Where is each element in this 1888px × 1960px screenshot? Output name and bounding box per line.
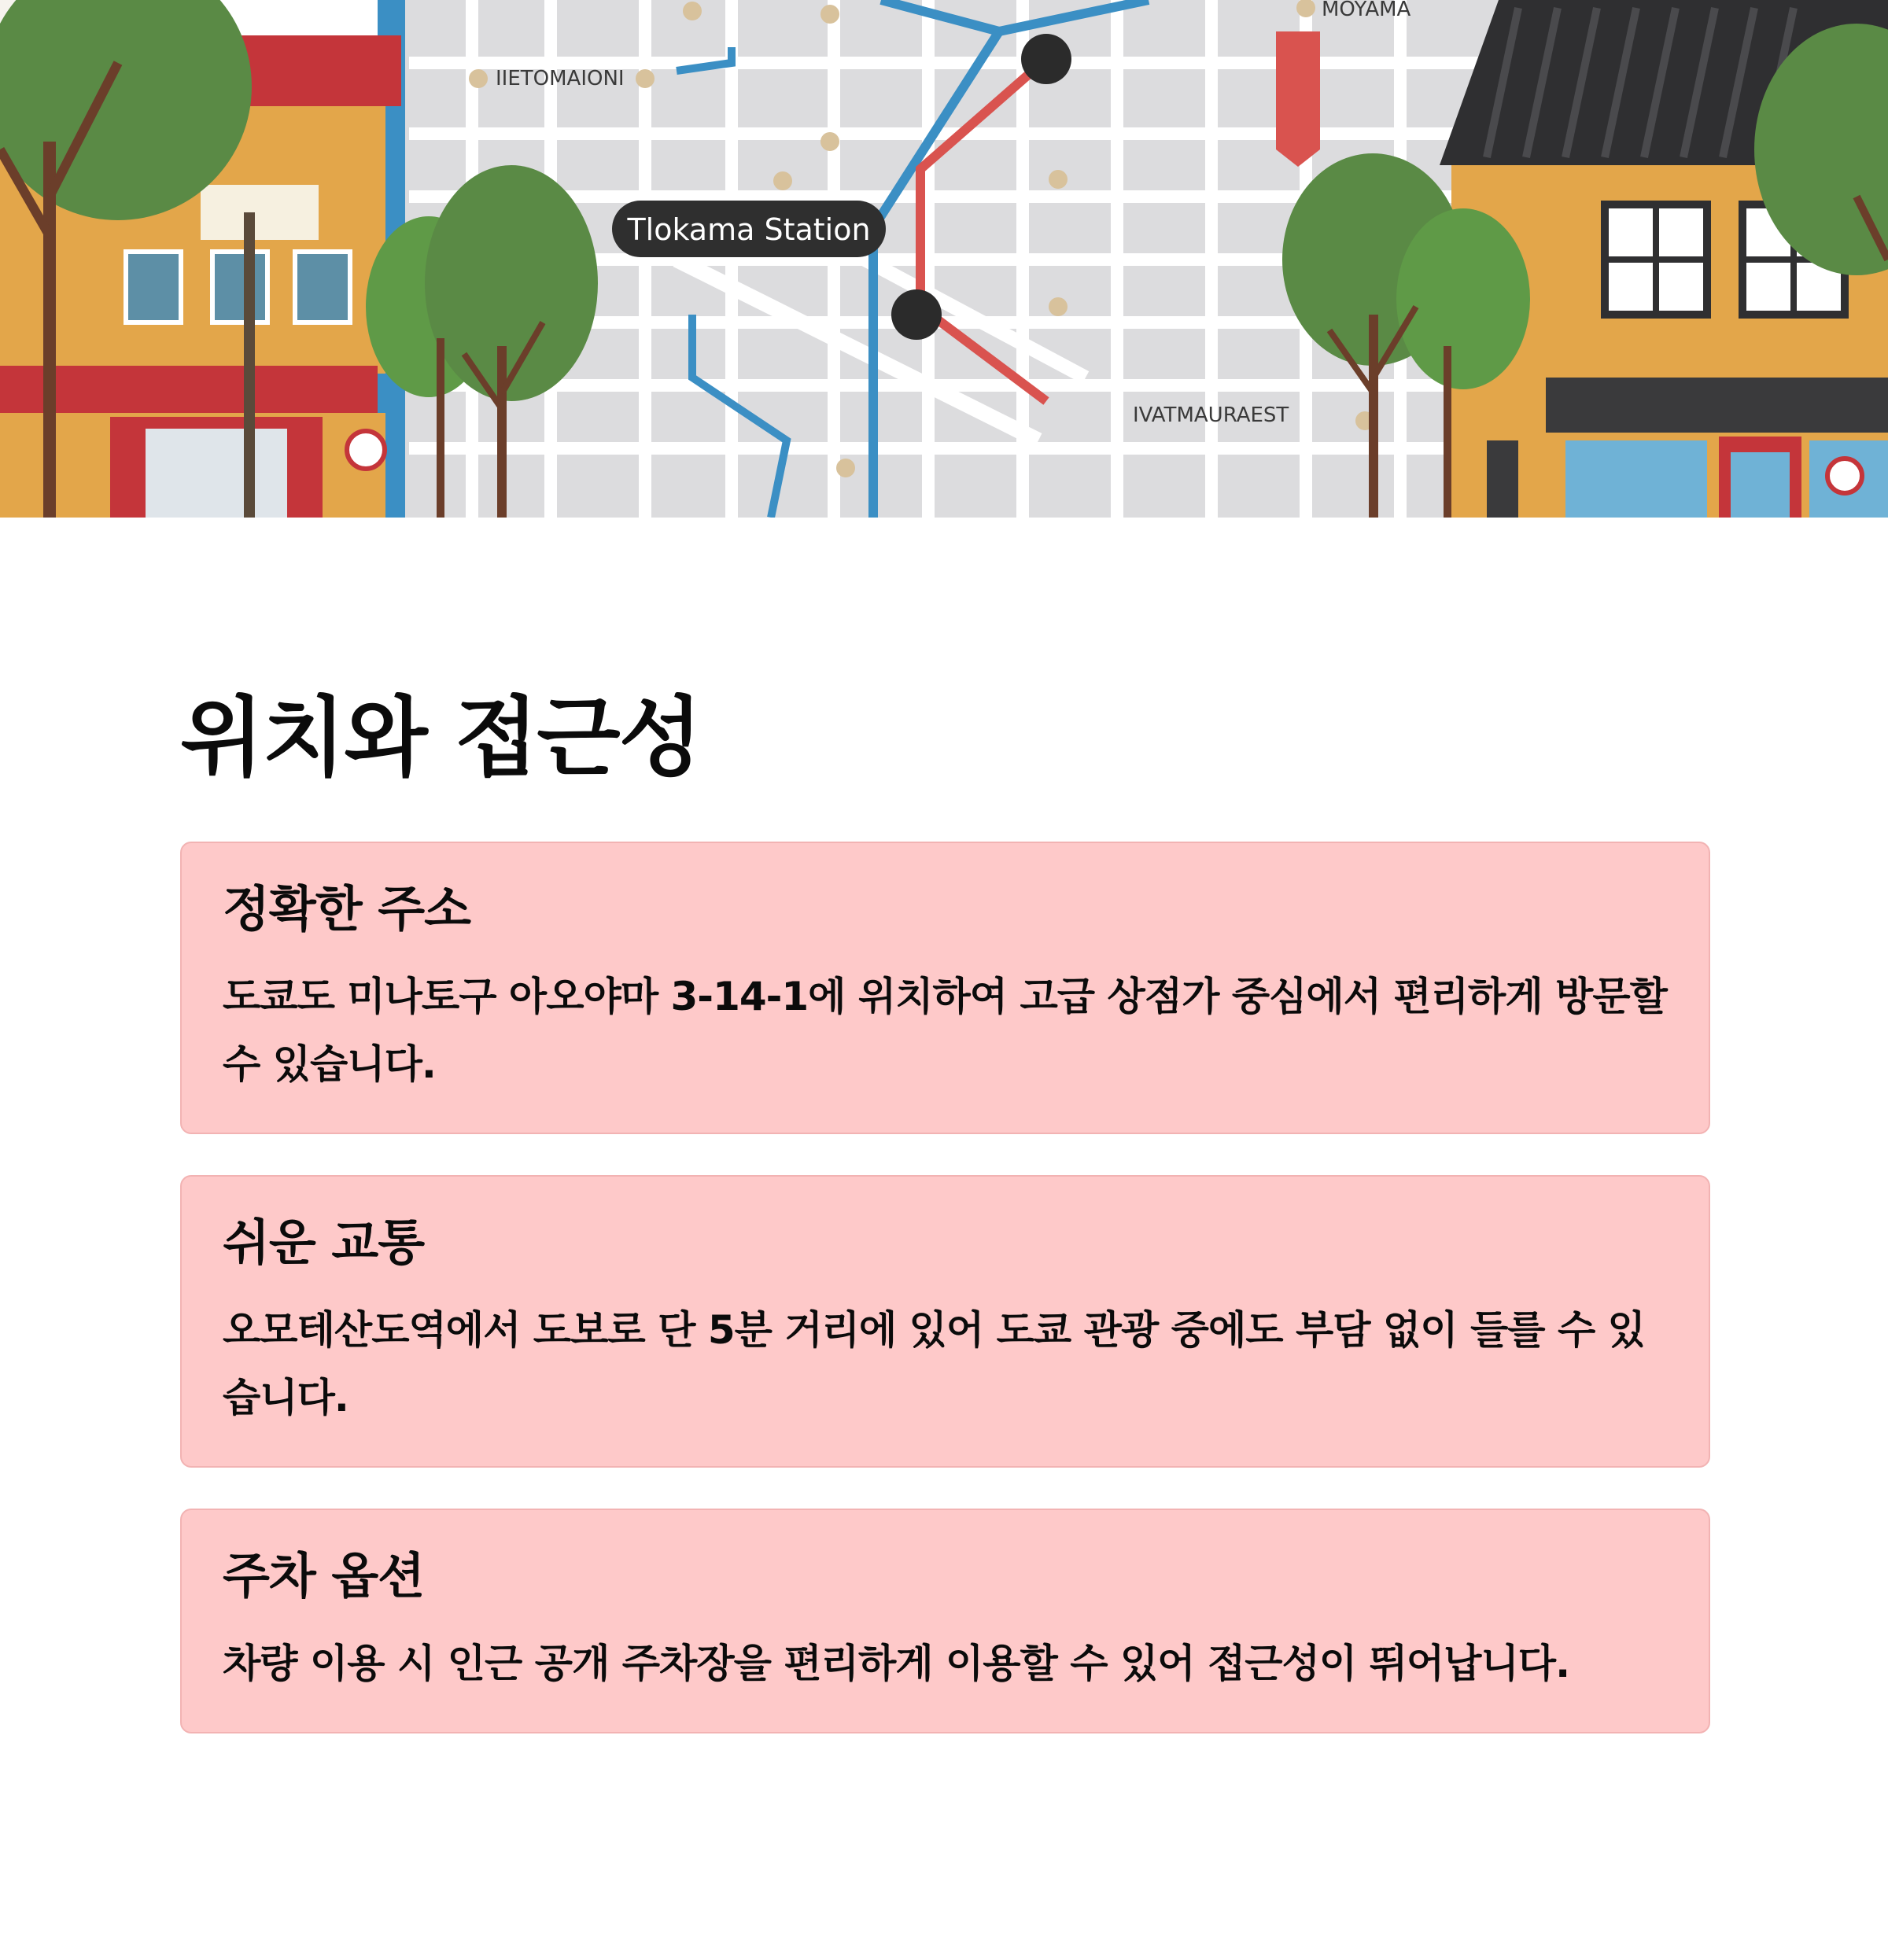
station-marker-icon [1021, 34, 1071, 84]
card-title: 주차 옵션 [223, 1547, 425, 1604]
card-description: 오모테산도역에서 도보로 단 5분 거리에 있어 도쿄 관광 중에도 부담 없이 들를 수 있습니다. [223, 1307, 1645, 1420]
parking-card [180, 1509, 1710, 1733]
street-label: MOYAMA [1322, 0, 1411, 21]
card-description: 도쿄도 미나토구 아오야마 3-14-1에 위치하여 고급 상점가 중심에서 편리하게 방문할 수 있습니다. [223, 974, 1667, 1087]
street-label: IIETOMAIONI [496, 67, 625, 90]
card-title: 정확한 주소 [223, 880, 471, 938]
station-label [612, 201, 886, 257]
card-title: 쉬운 교통 [223, 1214, 425, 1271]
address-card [180, 842, 1710, 1134]
section-title: 위치와 접근성 [180, 687, 701, 788]
svg-text:Tlokama Station: Tlokama Station [627, 212, 871, 247]
hero-map-illustration [0, 0, 1888, 518]
street-label: IVATMAURAEST [1133, 403, 1289, 427]
transport-card [180, 1175, 1710, 1468]
card-description: 차량 이용 시 인근 공개 주차장을 편리하게 이용할 수 있어 접근성이 뛰어납니다. [223, 1641, 1570, 1686]
location-section [180, 675, 1710, 1774]
station-marker-icon [891, 289, 942, 340]
shop-sign-banner [1276, 31, 1320, 167]
